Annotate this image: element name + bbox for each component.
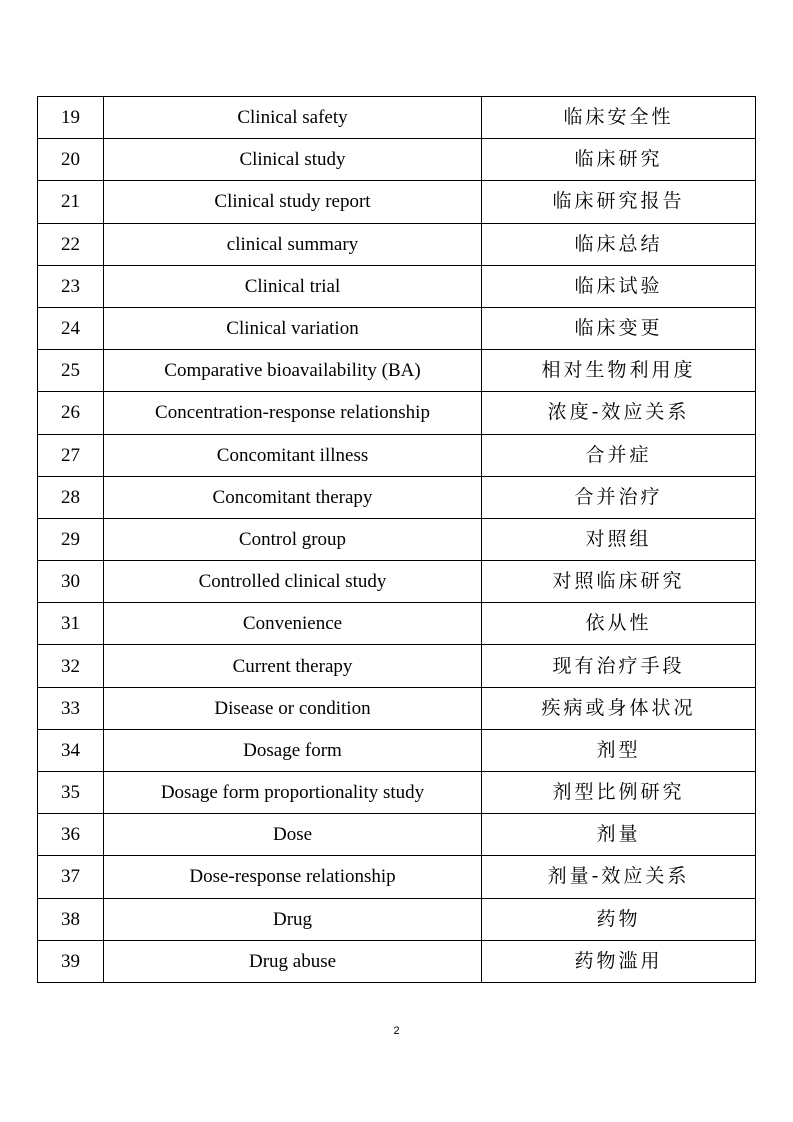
english-term-cell: Current therapy — [104, 645, 482, 687]
row-number-cell: 19 — [38, 97, 104, 139]
english-term-cell: Controlled clinical study — [104, 561, 482, 603]
english-term-cell: Drug — [104, 898, 482, 940]
row-number-cell: 34 — [38, 729, 104, 771]
row-number-cell: 20 — [38, 139, 104, 181]
row-number-cell: 37 — [38, 856, 104, 898]
table-row — [38, 518, 756, 560]
table-row — [38, 645, 756, 687]
english-term-cell: Dosage form proportionality study — [104, 772, 482, 814]
chinese-term-cell: 浓度-效应关系 — [482, 392, 756, 434]
chinese-term-cell: 临床研究报告 — [482, 181, 756, 223]
english-term-cell: Convenience — [104, 603, 482, 645]
table-row — [38, 729, 756, 771]
table-row — [38, 940, 756, 982]
chinese-term-cell: 疾病或身体状况 — [482, 687, 756, 729]
table-row — [38, 898, 756, 940]
chinese-term-cell: 对照临床研究 — [482, 561, 756, 603]
chinese-term-cell: 剂量-效应关系 — [482, 856, 756, 898]
table-row — [38, 265, 756, 307]
chinese-term-cell: 临床研究 — [482, 139, 756, 181]
row-number-cell: 29 — [38, 518, 104, 560]
table-row — [38, 392, 756, 434]
row-number-cell: 24 — [38, 307, 104, 349]
english-term-cell: Clinical study — [104, 139, 482, 181]
table-row — [38, 687, 756, 729]
english-term-cell: Comparative bioavailability (BA) — [104, 350, 482, 392]
row-number-cell: 27 — [38, 434, 104, 476]
row-number-cell: 21 — [38, 181, 104, 223]
english-term-cell: Dosage form — [104, 729, 482, 771]
row-number-cell: 28 — [38, 476, 104, 518]
table-row — [38, 856, 756, 898]
english-term-cell: Concomitant therapy — [104, 476, 482, 518]
table-row — [38, 772, 756, 814]
row-number-cell: 22 — [38, 223, 104, 265]
chinese-term-cell: 依从性 — [482, 603, 756, 645]
table-row — [38, 603, 756, 645]
row-number-cell: 32 — [38, 645, 104, 687]
chinese-term-cell: 相对生物利用度 — [482, 350, 756, 392]
row-number-cell: 35 — [38, 772, 104, 814]
chinese-term-cell: 临床总结 — [482, 223, 756, 265]
page-number: 2 — [393, 1025, 400, 1037]
chinese-term-cell: 临床变更 — [482, 307, 756, 349]
chinese-term-cell: 剂型比例研究 — [482, 772, 756, 814]
table-row — [38, 97, 756, 139]
table-row — [38, 223, 756, 265]
row-number-cell: 23 — [38, 265, 104, 307]
table-row — [38, 181, 756, 223]
chinese-term-cell: 药物滥用 — [482, 940, 756, 982]
english-term-cell: Concentration-response relationship — [104, 392, 482, 434]
english-term-cell: Disease or condition — [104, 687, 482, 729]
english-term-cell: Control group — [104, 518, 482, 560]
english-term-cell: clinical summary — [104, 223, 482, 265]
english-term-cell: Concomitant illness — [104, 434, 482, 476]
english-term-cell: Clinical safety — [104, 97, 482, 139]
row-number-cell: 33 — [38, 687, 104, 729]
table-row — [38, 476, 756, 518]
row-number-cell: 26 — [38, 392, 104, 434]
chinese-term-cell: 临床安全性 — [482, 97, 756, 139]
row-number-cell: 31 — [38, 603, 104, 645]
table-row — [38, 350, 756, 392]
row-number-cell: 38 — [38, 898, 104, 940]
chinese-term-cell: 合并症 — [482, 434, 756, 476]
glossary-table — [37, 96, 756, 983]
chinese-term-cell: 剂型 — [482, 729, 756, 771]
english-term-cell: Drug abuse — [104, 940, 482, 982]
english-term-cell: Clinical trial — [104, 265, 482, 307]
english-term-cell: Clinical study report — [104, 181, 482, 223]
row-number-cell: 39 — [38, 940, 104, 982]
table-row — [38, 434, 756, 476]
table-row — [38, 561, 756, 603]
row-number-cell: 36 — [38, 814, 104, 856]
chinese-term-cell: 剂量 — [482, 814, 756, 856]
english-term-cell: Dose-response relationship — [104, 856, 482, 898]
english-term-cell: Dose — [104, 814, 482, 856]
glossary-table-body — [38, 97, 756, 983]
row-number-cell: 30 — [38, 561, 104, 603]
table-row — [38, 307, 756, 349]
table-row — [38, 814, 756, 856]
chinese-term-cell: 对照组 — [482, 518, 756, 560]
chinese-term-cell: 合并治疗 — [482, 476, 756, 518]
chinese-term-cell: 药物 — [482, 898, 756, 940]
chinese-term-cell: 临床试验 — [482, 265, 756, 307]
english-term-cell: Clinical variation — [104, 307, 482, 349]
chinese-term-cell: 现有治疗手段 — [482, 645, 756, 687]
row-number-cell: 25 — [38, 350, 104, 392]
table-row — [38, 139, 756, 181]
